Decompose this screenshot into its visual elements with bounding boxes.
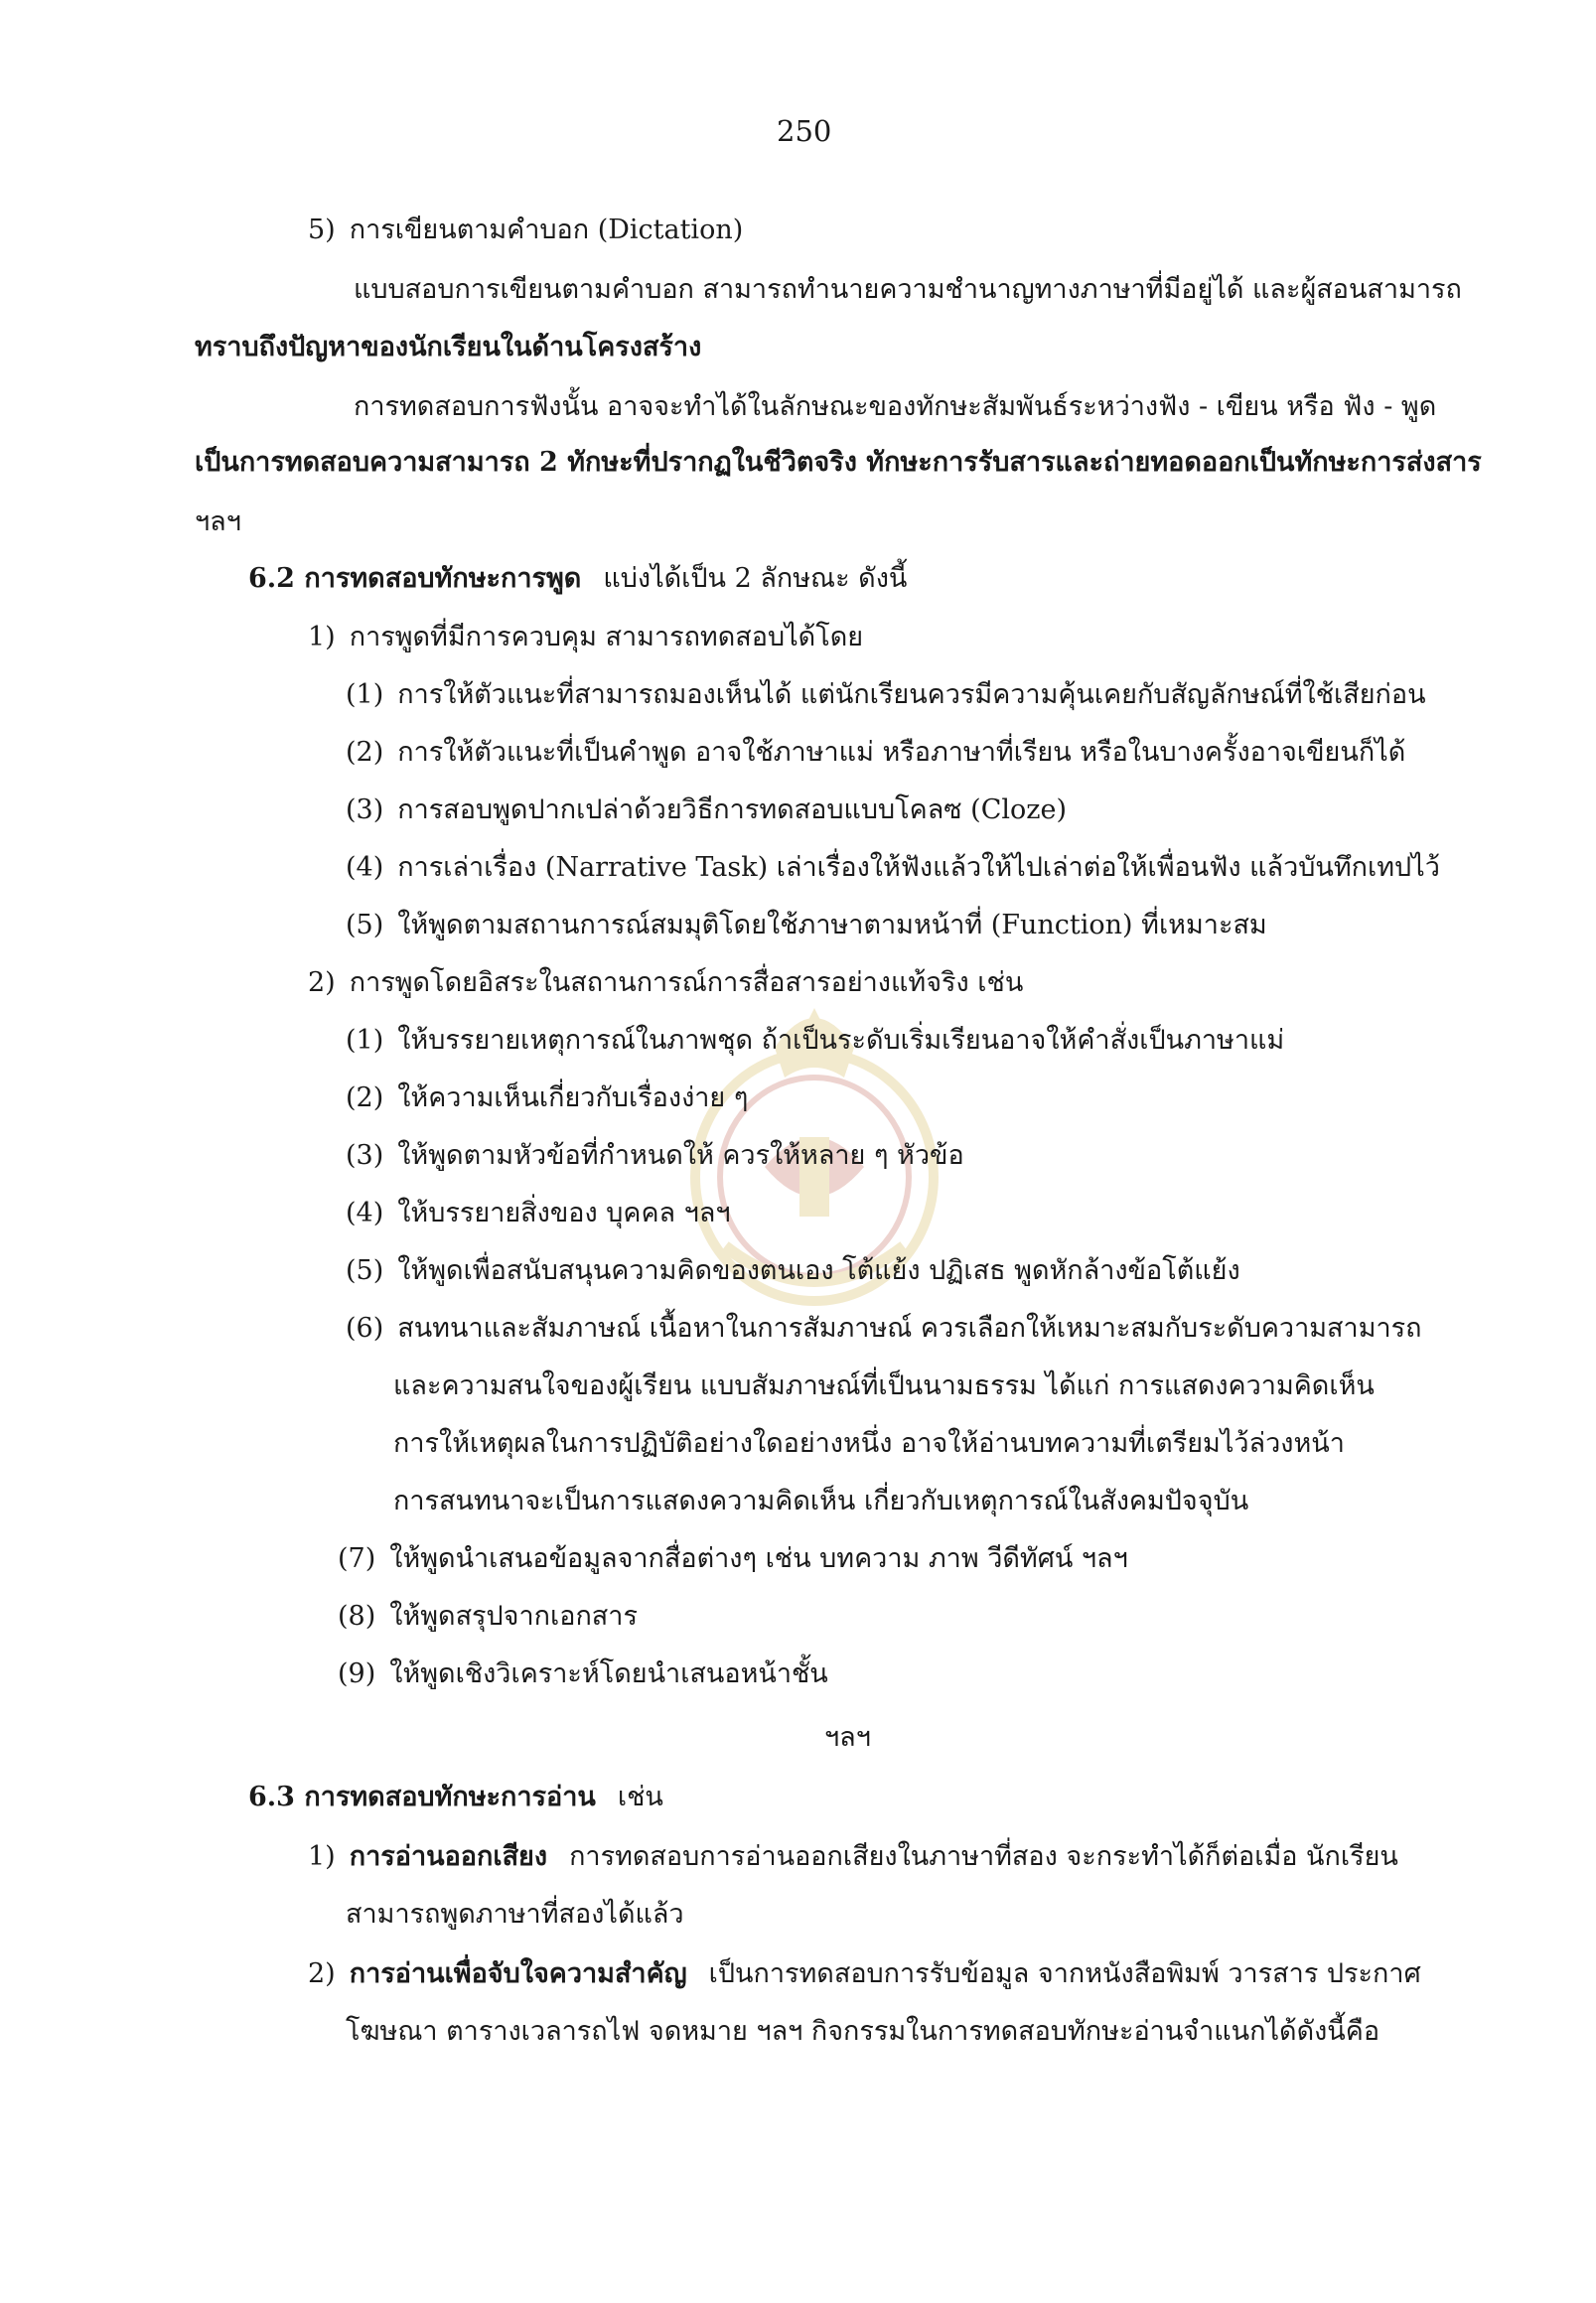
item-text: ให้ความเห็นเกี่ยวกับเรื่องง่าย ๆ bbox=[397, 1082, 749, 1113]
item-number: (4) bbox=[346, 1198, 384, 1228]
paragraph-line: การสนทนาจะเป็นการแสดงความคิดเห็น เกี่ยวกับเหตุการณ์ในสังคมปัจจุบัน bbox=[393, 1486, 1249, 1516]
list-item bbox=[308, 618, 863, 657]
item-number: (2) bbox=[346, 1082, 384, 1113]
item-text: ให้พูดตามหัวข้อที่กำหนดให้ ควรให้หลาย ๆ หัวข้อ bbox=[397, 1140, 964, 1171]
paragraph-line: ทราบถึงปัญหาของนักเรียนในด้านโครงสร้าง bbox=[195, 332, 702, 362]
list-item bbox=[308, 963, 1023, 1003]
item-text: การให้ตัวแนะที่สามารถมองเห็นได้ แต่นักเรียนควรมีความคุ้นเคยกับสัญลักษณ์ที่ใช้เสียก่อน bbox=[397, 679, 1426, 710]
item-text: สนทนาและสัมภาษณ์ เนื้อหาในการสัมภาษณ์ ควรเลือกให้เหมาะสมกับระดับความสามารถ bbox=[397, 1313, 1422, 1344]
item-number: (6) bbox=[346, 1313, 384, 1344]
item-text: ให้พูดตามสถานการณ์สมมุติโดยใช้ภาษาตามหน้าที่ (Function) ที่เหมาะสม bbox=[397, 910, 1267, 940]
list-item bbox=[346, 1194, 731, 1233]
item-number: (5) bbox=[346, 1255, 384, 1286]
item-number: (5) bbox=[346, 910, 384, 940]
list-item bbox=[346, 675, 1426, 715]
item-number: (2) bbox=[346, 737, 384, 768]
section-intro: เช่น bbox=[617, 1782, 663, 1812]
paragraph-line: เป็นการทดสอบความสามารถ 2 ทักษะที่ปรากฏในชีวิตจริง ทักษะการรับสารและถ่ายทอดออกเป็นทักษะการส่งสาร bbox=[195, 447, 1482, 478]
item-number: (1) bbox=[346, 1025, 384, 1056]
item-number: (4) bbox=[346, 852, 384, 883]
paragraph-line: แบบสอบการเขียนตามคำบอก สามารถทำนายความชำนาญทางภาษาที่มีอยู่ได้ และผู้สอนสามารถ bbox=[354, 274, 1462, 305]
item-text: การพูดที่มีการควบคุม สามารถทดสอบได้โดย bbox=[349, 622, 864, 652]
item-text: การทดสอบการอ่านออกเสียงในภาษาที่สอง จะกระทำได้ก็ต่อเมื่อ นักเรียน bbox=[569, 1841, 1398, 1872]
item-text: เป็นการทดสอบการรับข้อมูล จากหนังสือพิมพ์ วารสาร ประกาศ bbox=[708, 1958, 1421, 1989]
list-item bbox=[346, 1136, 964, 1176]
item-number: 1) bbox=[308, 622, 336, 652]
paragraph-line: การทดสอบการฟังนั้น อาจจะทำได้ในลักษณะของทักษะสัมพันธ์ระหว่างฟัง - เขียน หรือ ฟัง - พูด bbox=[354, 391, 1437, 422]
item-number: 5) bbox=[308, 215, 336, 245]
item-number: (8) bbox=[338, 1601, 376, 1632]
section-title: 6.3 การทดสอบทักษะการอ่าน bbox=[248, 1782, 596, 1812]
list-item bbox=[346, 1021, 1284, 1061]
item-number: (3) bbox=[346, 1140, 384, 1171]
item-text: ให้พูดนำเสนอข้อมูลจากสื่อต่างๆ เช่น บทความ ภาพ วีดีทัศน์ ฯลฯ bbox=[389, 1543, 1128, 1574]
list-item bbox=[338, 1539, 1128, 1579]
item-number: 2) bbox=[308, 1958, 336, 1989]
list-item bbox=[346, 733, 1405, 773]
list-item bbox=[308, 1837, 1398, 1877]
list-item bbox=[346, 906, 1267, 945]
section-heading-6-3 bbox=[248, 1778, 663, 1817]
item-keyword: การอ่านเพื่อจับใจความสำคัญ bbox=[349, 1958, 687, 1989]
item-text: ให้พูดเชิงวิเคราะห์โดยนำเสนอหน้าชั้น bbox=[389, 1658, 828, 1689]
list-item bbox=[346, 1309, 1422, 1349]
list-item bbox=[338, 1655, 828, 1694]
list-item bbox=[346, 1251, 1240, 1291]
list-item bbox=[346, 1079, 748, 1118]
item-number: (7) bbox=[338, 1543, 376, 1574]
page-number: 250 bbox=[777, 114, 832, 148]
list-item bbox=[346, 791, 1067, 830]
item-number: (9) bbox=[338, 1658, 376, 1689]
section-title: 6.2 การทดสอบทักษะการพูด bbox=[248, 563, 582, 594]
list-item bbox=[346, 848, 1440, 888]
item-text: การสอบพูดปากเปล่าด้วยวิธีการทดสอบแบบโคลซ (Cloze) bbox=[397, 794, 1067, 825]
paragraph-line: โฆษณา ตารางเวลารถไฟ จดหมาย ฯลฯ กิจกรรมในการทดสอบทักษะอ่านจำแนกได้ดังนี้คือ bbox=[346, 2016, 1380, 2047]
item-number: (3) bbox=[346, 794, 384, 825]
etc-marker: ฯลฯ bbox=[824, 1722, 871, 1753]
item-number: (1) bbox=[346, 679, 384, 710]
item-text: การพูดโดยอิสระในสถานการณ์การสื่อสารอย่างแท้จริง เช่น bbox=[349, 967, 1024, 998]
paragraph-line: ฯลฯ bbox=[195, 506, 241, 537]
item-keyword: การอ่านออกเสียง bbox=[349, 1841, 548, 1872]
paragraph-line: การให้เหตุผลในการปฏิบัติอย่างใดอย่างหนึ่ง อาจให้อ่านบทความที่เตรียมไว้ล่วงหน้า bbox=[393, 1428, 1345, 1459]
section-heading-6-2 bbox=[248, 559, 907, 599]
paragraph-line: และความสนใจของผู้เรียน แบบสัมภาษณ์ที่เป็นนามธรรม ได้แก่ การแสดงความคิดเห็น bbox=[393, 1370, 1375, 1401]
item-text: ให้บรรยายเหตุการณ์ในภาพชุด ถ้าเป็นระดับเริ่มเรียนอาจให้คำสั่งเป็นภาษาแม่ bbox=[397, 1025, 1285, 1056]
section-intro: แบ่งได้เป็น 2 ลักษณะ ดังนี้ bbox=[603, 563, 908, 594]
list-item bbox=[308, 1954, 1421, 1994]
paragraph-line: สามารถพูดภาษาที่สองได้แล้ว bbox=[346, 1899, 684, 1930]
list-item bbox=[338, 1597, 638, 1637]
item-number: 2) bbox=[308, 967, 336, 998]
item-text: การให้ตัวแนะที่เป็นคำพูด อาจใช้ภาษาแม่ หรือภาษาที่เรียน หรือในบางครั้งอาจเขียนก็ได้ bbox=[397, 737, 1406, 768]
item-text: ให้พูดสรุปจากเอกสาร bbox=[389, 1601, 638, 1632]
item-number: 1) bbox=[308, 1841, 336, 1872]
list-item bbox=[308, 211, 743, 250]
item-text: ให้พูดเพื่อสนับสนุนความคิดของตนเอง โต้แย้ง ปฏิเสธ พูดหักล้างข้อโต้แย้ง bbox=[397, 1255, 1240, 1286]
item-text: ให้บรรยายสิ่งของ บุคคล ฯลฯ bbox=[397, 1198, 731, 1228]
item-text: การเล่าเรื่อง (Narrative Task) เล่าเรื่องให้ฟังแล้วให้ไปเล่าต่อให้เพื่อนฟัง แล้วบันทึกเทปไว้ bbox=[397, 852, 1440, 883]
item-text: การเขียนตามคำบอก (Dictation) bbox=[349, 215, 744, 245]
